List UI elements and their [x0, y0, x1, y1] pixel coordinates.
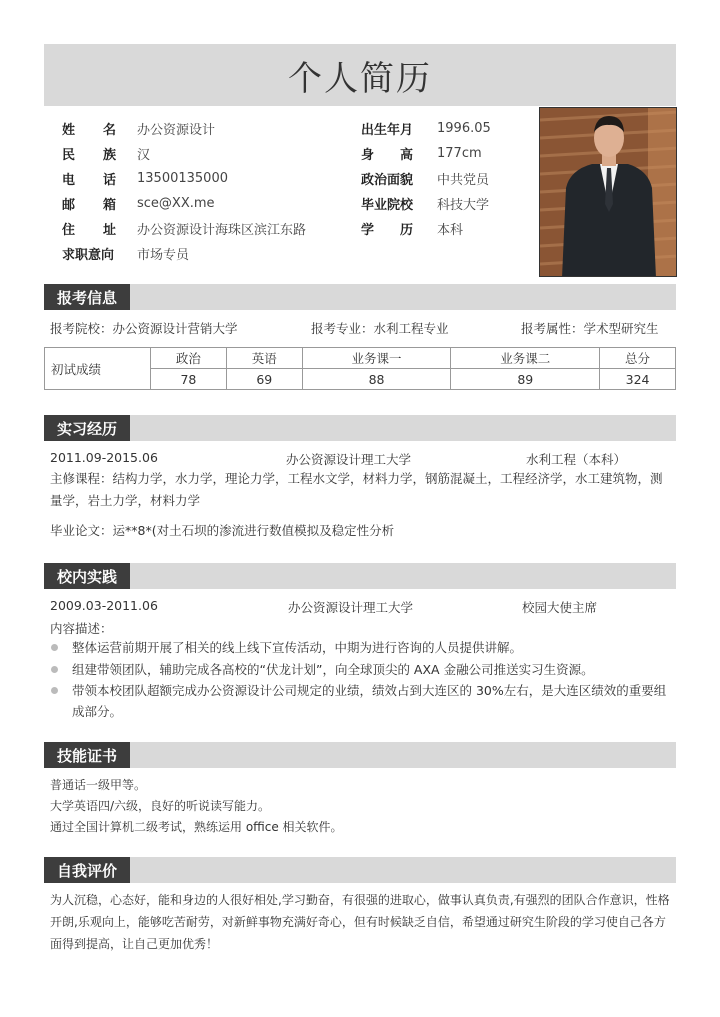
- name-label: 姓名: [62, 122, 116, 138]
- resume-title-bar: [44, 44, 676, 106]
- list-item: [44, 659, 676, 680]
- campus-desc-label: 内容描述：: [50, 621, 113, 636]
- campus-bullet-1: 整体运营前期开展了相关的线上线下宣传活动，中期为进行咨询的人员提供讲解。: [72, 640, 523, 655]
- height-value: 177cm: [437, 145, 482, 161]
- score-value-course1: 88: [302, 369, 451, 390]
- political-label: 政治面貌: [361, 172, 414, 188]
- section-skills-title: 技能证书: [44, 742, 130, 768]
- campus-bullet-2: 组建带领团队，辅助完成各高校的“伏龙计划”，向全球顶尖的 AXA 金融公司推送实习生资源。: [72, 662, 594, 677]
- campus-period: 2009.03-2011.06: [50, 598, 158, 613]
- campus-bullet-3: 带领本校团队超额完成办公资源设计公司规定的业绩，绩效占到大连区的 30%左右，是大连区绩效的重要组成部分。: [72, 683, 667, 719]
- ethnicity-value: 汉: [137, 147, 151, 163]
- name-value: 办公资源设计: [137, 122, 216, 138]
- table-row: [45, 348, 676, 369]
- internship-school: 办公资源设计理工大学: [286, 452, 412, 467]
- school-value: 科技大学: [437, 197, 490, 213]
- page-title: 个人简历: [288, 58, 432, 99]
- exam-school: 报考院校：办公资源设计营销大学: [50, 321, 238, 336]
- score-row-label: 初试成绩: [45, 348, 151, 390]
- degree-label: 学历: [361, 222, 413, 238]
- info-row-birth: [0, 118, 530, 138]
- ethnicity-label: 民族: [62, 147, 116, 163]
- score-header-total: 总分: [600, 348, 676, 369]
- section-internship-title: 实习经历: [44, 415, 130, 441]
- skill-line-3: 通过全国计算机二级考试，熟练运用 office 相关软件。: [50, 820, 343, 834]
- info-row-degree: [0, 218, 530, 238]
- exam-major: 报考专业：水利工程专业: [311, 321, 449, 336]
- birth-value: 1996.05: [437, 120, 491, 136]
- school-label: 毕业院校: [361, 197, 414, 213]
- internship-thesis: 毕业论文：运**8*(对土石坝的渗流进行数值模拟及稳定性分析: [50, 523, 395, 538]
- bullet-dot-icon: [51, 666, 58, 673]
- section-self-bar: [44, 857, 676, 883]
- bullet-dot-icon: [51, 687, 58, 694]
- birth-label: 出生年月: [361, 122, 414, 138]
- objective-label: 求职意向: [62, 247, 115, 263]
- phone-label: 电话: [62, 172, 116, 188]
- self-evaluation-text: 为人沉稳，心态好，能和身边的人很好相处,学习勤奋，有很强的进取心，做事认真负责,有强烈的团队合作意识，性格开朗,乐观向上，能够吃苦耐劳，对新鲜事物充满好奇心，但有时候缺乏自信，希望通过研究生阶段的学习使自己各方面得到提高，让自己更加优秀！: [50, 893, 670, 951]
- score-value-politics: 78: [151, 369, 227, 390]
- section-campus-title: 校内实践: [44, 563, 130, 589]
- campus-school: 办公资源设计理工大学: [288, 600, 414, 615]
- phone-value: 13500135000: [137, 170, 228, 186]
- person-in-suit-icon: [540, 108, 677, 277]
- political-value: 中共党员: [437, 172, 490, 188]
- bullet-dot-icon: [51, 644, 58, 651]
- info-row-political: [0, 168, 530, 188]
- section-self-title: 自我评价: [44, 857, 130, 883]
- section-exam-bar: [44, 284, 676, 310]
- score-value-total: 324: [600, 369, 676, 390]
- score-table: [44, 347, 676, 390]
- internship-period: 2011.09-2015.06: [50, 450, 158, 465]
- exam-type: 报考属性：学术型研究生: [521, 321, 659, 336]
- internship-major: 水利工程（本科）: [526, 452, 627, 467]
- degree-value: 本科: [437, 222, 464, 238]
- campus-role: 校园大使主席: [522, 600, 598, 615]
- objective-value: 市场专员: [137, 247, 190, 263]
- info-row-height: [0, 143, 530, 163]
- score-value-english: 69: [226, 369, 302, 390]
- address-value: 办公资源设计海珠区滨江东路: [137, 222, 307, 238]
- list-item: [44, 680, 676, 722]
- list-item: [44, 637, 676, 658]
- score-header-course2: 业务课二: [451, 348, 600, 369]
- internship-courses: 主修课程：结构力学，水力学，理论力学，工程水文学，材料力学，钢筋混凝土，工程经济学，水工建筑物，测量学，岩土力学，材料力学: [50, 471, 663, 508]
- score-header-english: 英语: [226, 348, 302, 369]
- height-label: 身高: [361, 147, 413, 163]
- section-campus-bar: [44, 563, 676, 589]
- email-label: 邮箱: [62, 197, 116, 213]
- profile-photo: [539, 107, 677, 277]
- skill-line-2: 大学英语四/六级，良好的听说读写能力。: [50, 799, 271, 813]
- score-value-course2: 89: [451, 369, 600, 390]
- skill-line-1: 普通话一级甲等。: [50, 778, 147, 792]
- info-row-school: [0, 193, 530, 213]
- score-header-course1: 业务课一: [302, 348, 451, 369]
- section-skills-bar: [44, 742, 676, 768]
- info-row-objective: [0, 243, 530, 263]
- section-exam-title: 报考信息: [44, 284, 130, 310]
- address-label: 住址: [62, 222, 116, 238]
- email-value: sce@XX.me: [137, 195, 215, 211]
- section-internship-bar: [44, 415, 676, 441]
- score-header-politics: 政治: [151, 348, 227, 369]
